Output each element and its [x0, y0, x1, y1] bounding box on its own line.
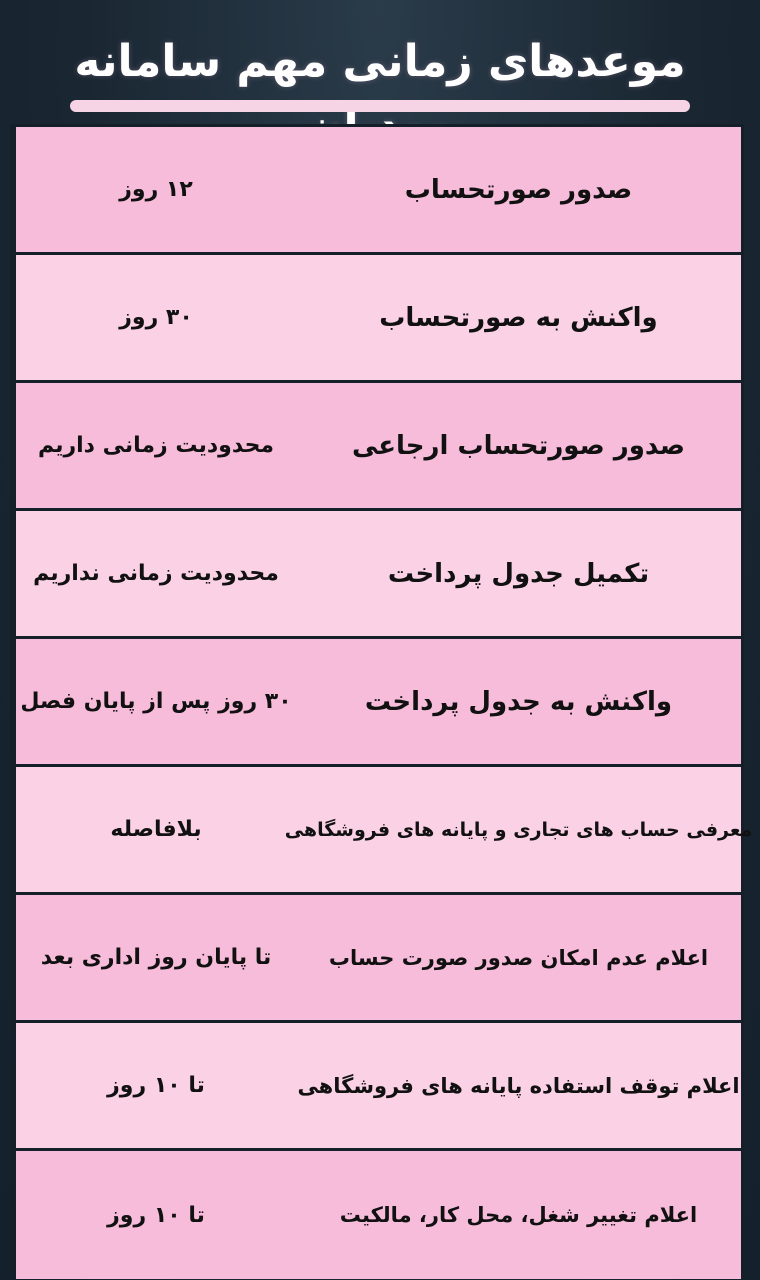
deadline-cell: تا پایان روز اداری بعد [13, 895, 296, 1020]
action-cell: صدور صورتحساب [404, 174, 633, 205]
deadline-cell: محدودیت زمانی نداریم [13, 511, 296, 636]
table-row [13, 639, 741, 767]
table-row [13, 895, 741, 1023]
action-cell: واکنش به جدول پرداخت [364, 686, 673, 717]
deadline-cell: ۱۲ روز [13, 127, 296, 252]
title-underline [70, 100, 690, 112]
table-row [13, 511, 741, 639]
action-cell: اعلام توقف استفاده پایانه های فروشگاهی [297, 1073, 740, 1098]
action-cell: صدور صورتحساب ارجاعی [351, 430, 686, 461]
table-row [13, 127, 741, 255]
action-cell: واکنش به صورتحساب [379, 302, 658, 333]
deadline-cell: تا ۱۰ روز [13, 1023, 296, 1148]
deadline-cell: تا ۱۰ روز [13, 1151, 296, 1279]
deadlines-table [10, 124, 753, 1276]
deadline-cell: ۳۰ روز پس از پایان فصل [13, 639, 296, 764]
deadline-cell: ۳۰ روز [13, 255, 296, 380]
action-cell: تکمیل جدول پرداخت [387, 558, 650, 589]
table-row [13, 767, 753, 895]
table-row [13, 1023, 741, 1151]
deadline-cell: بلافاصله [13, 767, 296, 892]
action-cell: معرفی حساب های تجاری و پایانه های فروشگاهی [284, 818, 753, 841]
table-row [13, 383, 741, 511]
table-row [13, 1151, 741, 1279]
action-cell: اعلام تغییر شغل، محل کار، مالکیت [339, 1203, 698, 1227]
page-title: موعدهای زمانی مهم سامانه [74, 36, 686, 87]
action-cell: اعلام عدم امکان صدور صورت حساب [328, 945, 709, 970]
deadline-cell: محدودیت زمانی داریم [13, 383, 296, 508]
table-row [13, 255, 741, 383]
